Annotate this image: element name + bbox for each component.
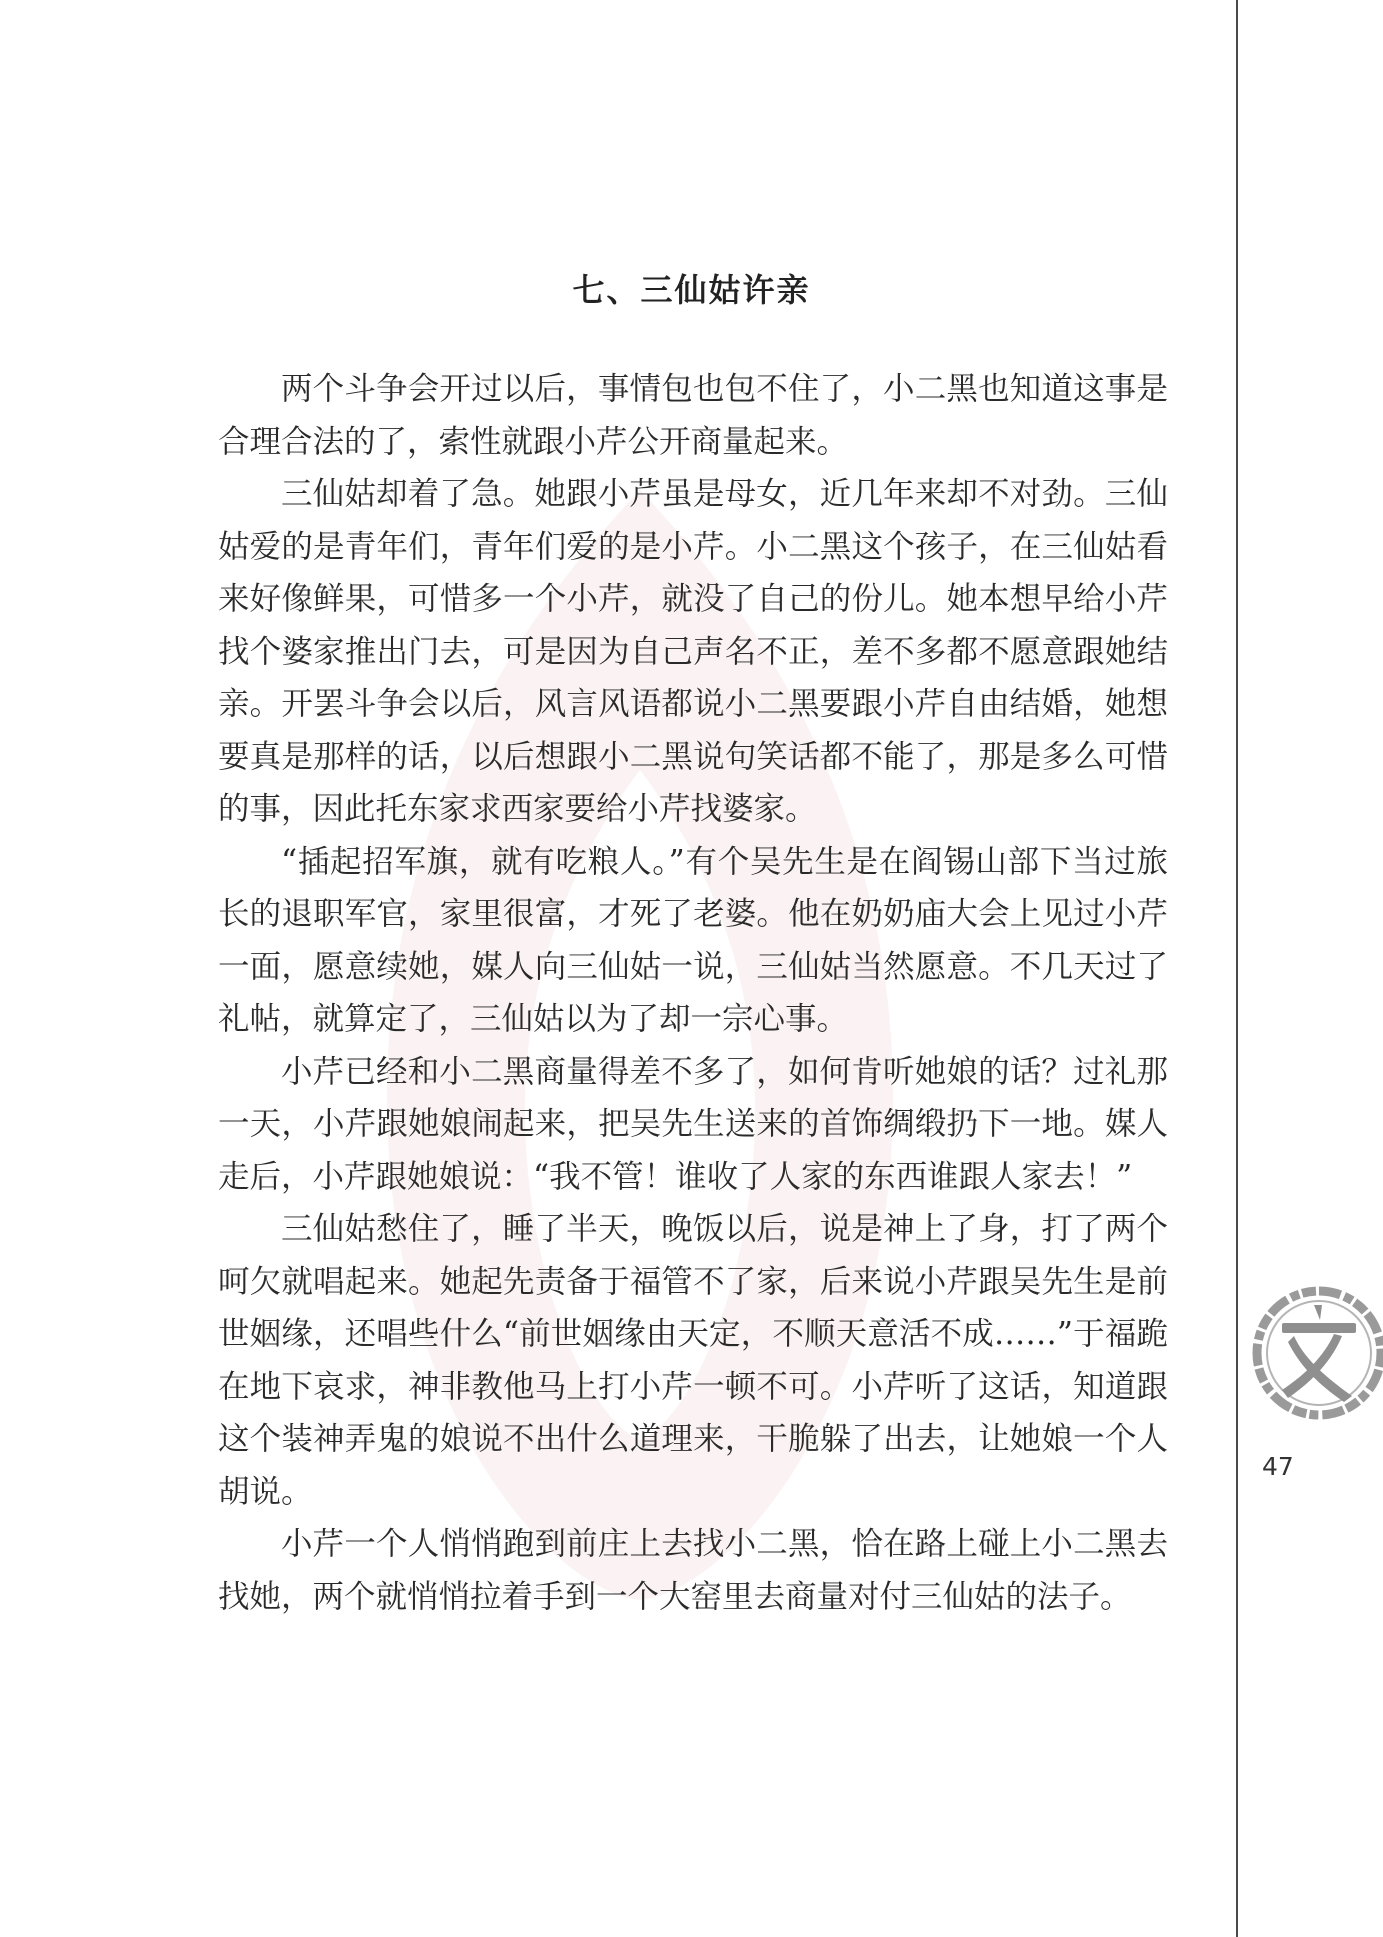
paragraph: 小芹已经和小二黑商量得差不多了，如何肯听她娘的话？过礼那一天，小芹跟她娘闹起来，把吴先生送来的首饰绸缎扔下一地。媒人走后，小芹跟她娘说：“我不管！谁收了人家的东西谁跟人家去！” bbox=[218, 1053, 1168, 1195]
chapter-title: 七、三仙姑许亲 bbox=[572, 271, 811, 309]
paragraph: 两个斗争会开过以后，事情包也包不住了，小二黑也知道这事是合理合法的了，索性就跟小芹公开商量起来。 bbox=[218, 371, 1168, 460]
chapter-body bbox=[218, 363, 1168, 1623]
page-number: 47 bbox=[1262, 1452, 1294, 1481]
paragraph: 三仙姑却着了急。她跟小芹虽是母女，近几年来却不对劲。三仙姑爱的是青年们，青年们爱的是小芹。小二黑这个孩子，在三仙姑看来好像鲜果，可惜多一个小芹，就没了自己的份儿。她本想早给小芹找个婆家推出门去，可是因为自己声名不正，差不多都不愿意跟她结亲。开罢斗争会以后，风言风语都说小二黑要跟小芹自由结婚，她想要真是那样的话，以后想跟小二黑说句笑话都不能了，那是多么可惜的事，因此托东家求西家要给小芹找婆家。 bbox=[218, 476, 1168, 827]
paragraph: 三仙姑愁住了，睡了半天，晚饭以后，说是神上了身，打了两个呵欠就唱起来。她起先责备于福管不了家，后来说小芹跟吴先生是前世姻缘，还唱些什么“前世姻缘由天定，不顺天意活不成……”于福跪在地下哀求，神非教他马上打小芹一顿不可。小芹听了这话，知道跟这个装神弄鬼的娘说不出什么道理来，干脆躲了出去，让她娘一个人胡说。 bbox=[218, 1211, 1168, 1510]
paragraph: “插起招军旗，就有吃粮人。”有个吴先生是在阎锡山部下当过旅长的退职军官，家里很富，才死了老婆。他在奶奶庙大会上见过小芹一面，愿意续她，媒人向三仙姑一说，三仙姑当然愿意。不几天过了礼帖，就算定了，三仙姑以为了却一宗心事。 bbox=[218, 843, 1168, 1037]
paragraph: 小芹一个人悄悄跑到前庄上去找小二黑，恰在路上碰上小二黑去找她，两个就悄悄拉着手到一个大窑里去商量对付三仙姑的法子。 bbox=[218, 1526, 1168, 1615]
literature-seal-icon bbox=[1244, 1278, 1383, 1428]
